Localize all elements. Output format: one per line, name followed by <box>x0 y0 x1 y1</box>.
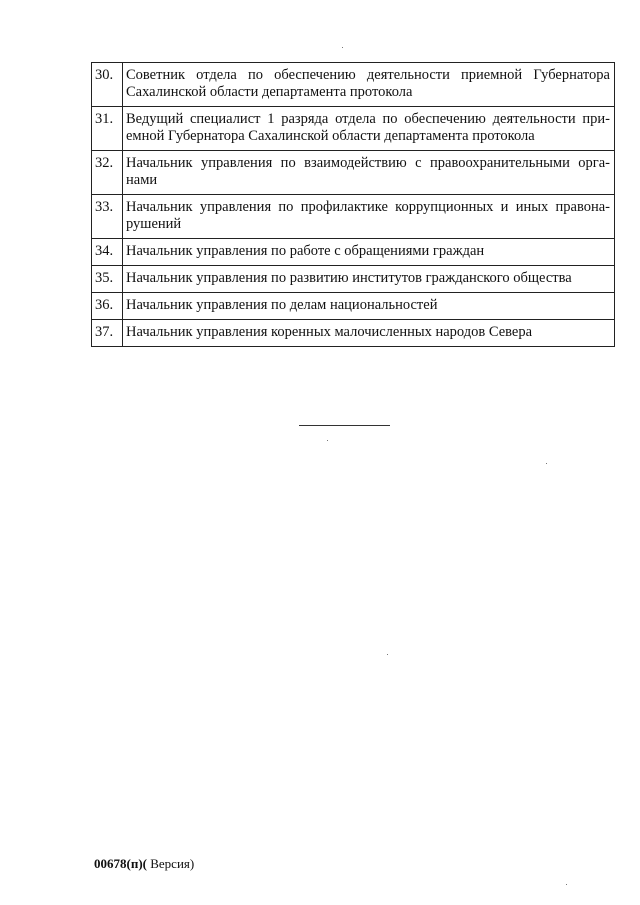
row-number: 34. <box>92 239 123 266</box>
row-number: 35. <box>92 266 123 293</box>
table-row <box>92 239 615 266</box>
position-title: Начальник управления по профилактике коррупционных и иных правона-рушений <box>123 195 615 239</box>
table-row <box>92 63 615 107</box>
scan-speck <box>546 463 547 464</box>
scan-speck <box>327 440 328 441</box>
row-number: 36. <box>92 293 123 320</box>
position-title: Начальник управления по развитию институтов гражданского общества <box>123 266 615 293</box>
table-row <box>92 107 615 151</box>
table-row <box>92 195 615 239</box>
end-of-list-divider <box>299 425 390 426</box>
row-number: 32. <box>92 151 123 195</box>
footer-version-label: Версия) <box>146 856 195 871</box>
scan-speck <box>342 47 343 48</box>
table-row <box>92 151 615 195</box>
position-title: Советник отдела по обеспечению деятельности приемной Губернатора Сахалинской области департамента протокола <box>123 63 615 107</box>
positions-table <box>91 62 615 347</box>
table-row <box>92 266 615 293</box>
footer-code: 00678(п)( <box>94 856 147 871</box>
scan-speck <box>387 654 388 655</box>
scan-speck <box>566 884 567 885</box>
document-footer-code <box>94 856 194 872</box>
row-number: 33. <box>92 195 123 239</box>
position-title: Начальник управления по делам национальностей <box>123 293 615 320</box>
position-title: Начальник управления по взаимодействию с правоохранительными орга-нами <box>123 151 615 195</box>
position-title: Начальник управления коренных малочисленных народов Севера <box>123 320 615 347</box>
table-row <box>92 293 615 320</box>
row-number: 31. <box>92 107 123 151</box>
table-row <box>92 320 615 347</box>
row-number: 37. <box>92 320 123 347</box>
position-title: Начальник управления по работе с обращениями граждан <box>123 239 615 266</box>
position-title: Ведущий специалист 1 разряда отдела по обеспечению деятельности при-емной Губернатора Сахалинской области департамента протокола <box>123 107 615 151</box>
row-number: 30. <box>92 63 123 107</box>
